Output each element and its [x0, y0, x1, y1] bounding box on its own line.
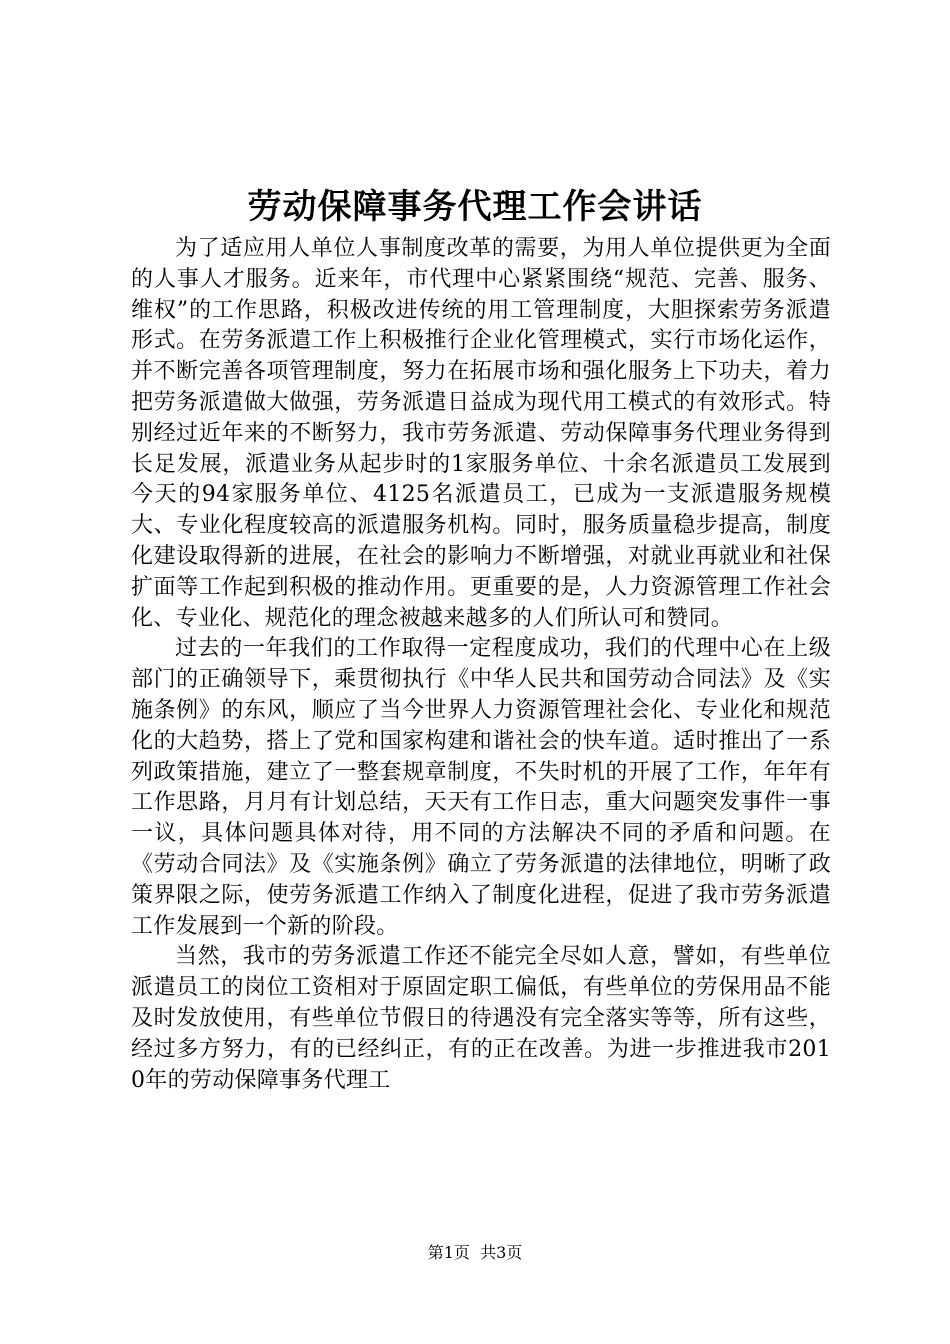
footer-gap — [470, 1243, 480, 1262]
document-title: 劳动保障事务代理工作会讲话 — [247, 187, 703, 227]
document-body — [131, 234, 831, 1096]
page-number: 第1页 — [427, 1243, 470, 1262]
paragraph-2: 过去的一年我们的工作取得一定程度成功，我们的代理中心在上级部门的正确领导下，乘贯彻执行《中华人民共和国劳动合同法》及《实施条例》的东风，顺应了当今世界人力资源管理社会化、专业化和规范化的大趋势，搭上了党和国家构建和谐社会的快车道。适时推出了一系列政策措施，建立了一整套规章制度，不失时机的开展了工作，年年有工作思路，月月有计划总结，天天有工作日志，重大问题突发事件一事一议，具体问题具体对待，用不同的方法解决不同的矛盾和问题。在《劳动合同法》及《实施条例》确立了劳务派遣的法律地位，明晰了政策界限之际，使劳务派遣工作纳入了制度化进程，促进了我市劳务派遣工作发展到一个新的阶段。 — [131, 636, 831, 939]
page-total: 共3页 — [480, 1243, 523, 1262]
page-footer — [0, 1242, 950, 1264]
paragraph-3: 当然，我市的劳务派遣工作还不能完全尽如人意，譬如，有些单位派遣员工的岗位工资相对于原固定职工偏低，有些单位的劳保用品不能及时发放使用，有些单位节假日的待遇没有完全落实等等，所有这些，经过多方努力，有的已经纠正，有的正在改善。为进一步推进我市2010年的劳动保障事务代理工 — [131, 944, 831, 1093]
paragraph-1: 为了适应用人单位人事制度改革的需要，为用人单位提供更为全面的人事人才服务。近来年，市代理中心紧紧围绕“规范、完善、服务、维权”的工作思路，积极改进传统的用工管理制度，大胆探索劳务派遣形式。在劳务派遣工作上积极推行企业化管理模式，实行市场化运作，并不断完善各项管理制度，努力在拓展市场和强化服务上下功夫，着力把劳务派遣做大做强，劳务派遣日益成为现代用工模式的有效形式。特别经过近年来的不断努力，我市劳务派遣、劳动保障事务代理业务得到长足发展，派遣业务从起步时的1家服务单位、十余名派遣员工发展到今天的94家服务单位、4125名派遣员工，已成为一支派遣服务规模大、专业化程度较高的派遣服务机构。同时，服务质量稳步提高，制度化建设取得新的进展，在社会的影响力不断增强，对就业再就业和社保扩面等工作起到积极的推动作用。更重要的是，人力资源管理工作社会化、专业化、规范化的理念被越来越多的人们所认可和赞同。 — [131, 236, 831, 631]
